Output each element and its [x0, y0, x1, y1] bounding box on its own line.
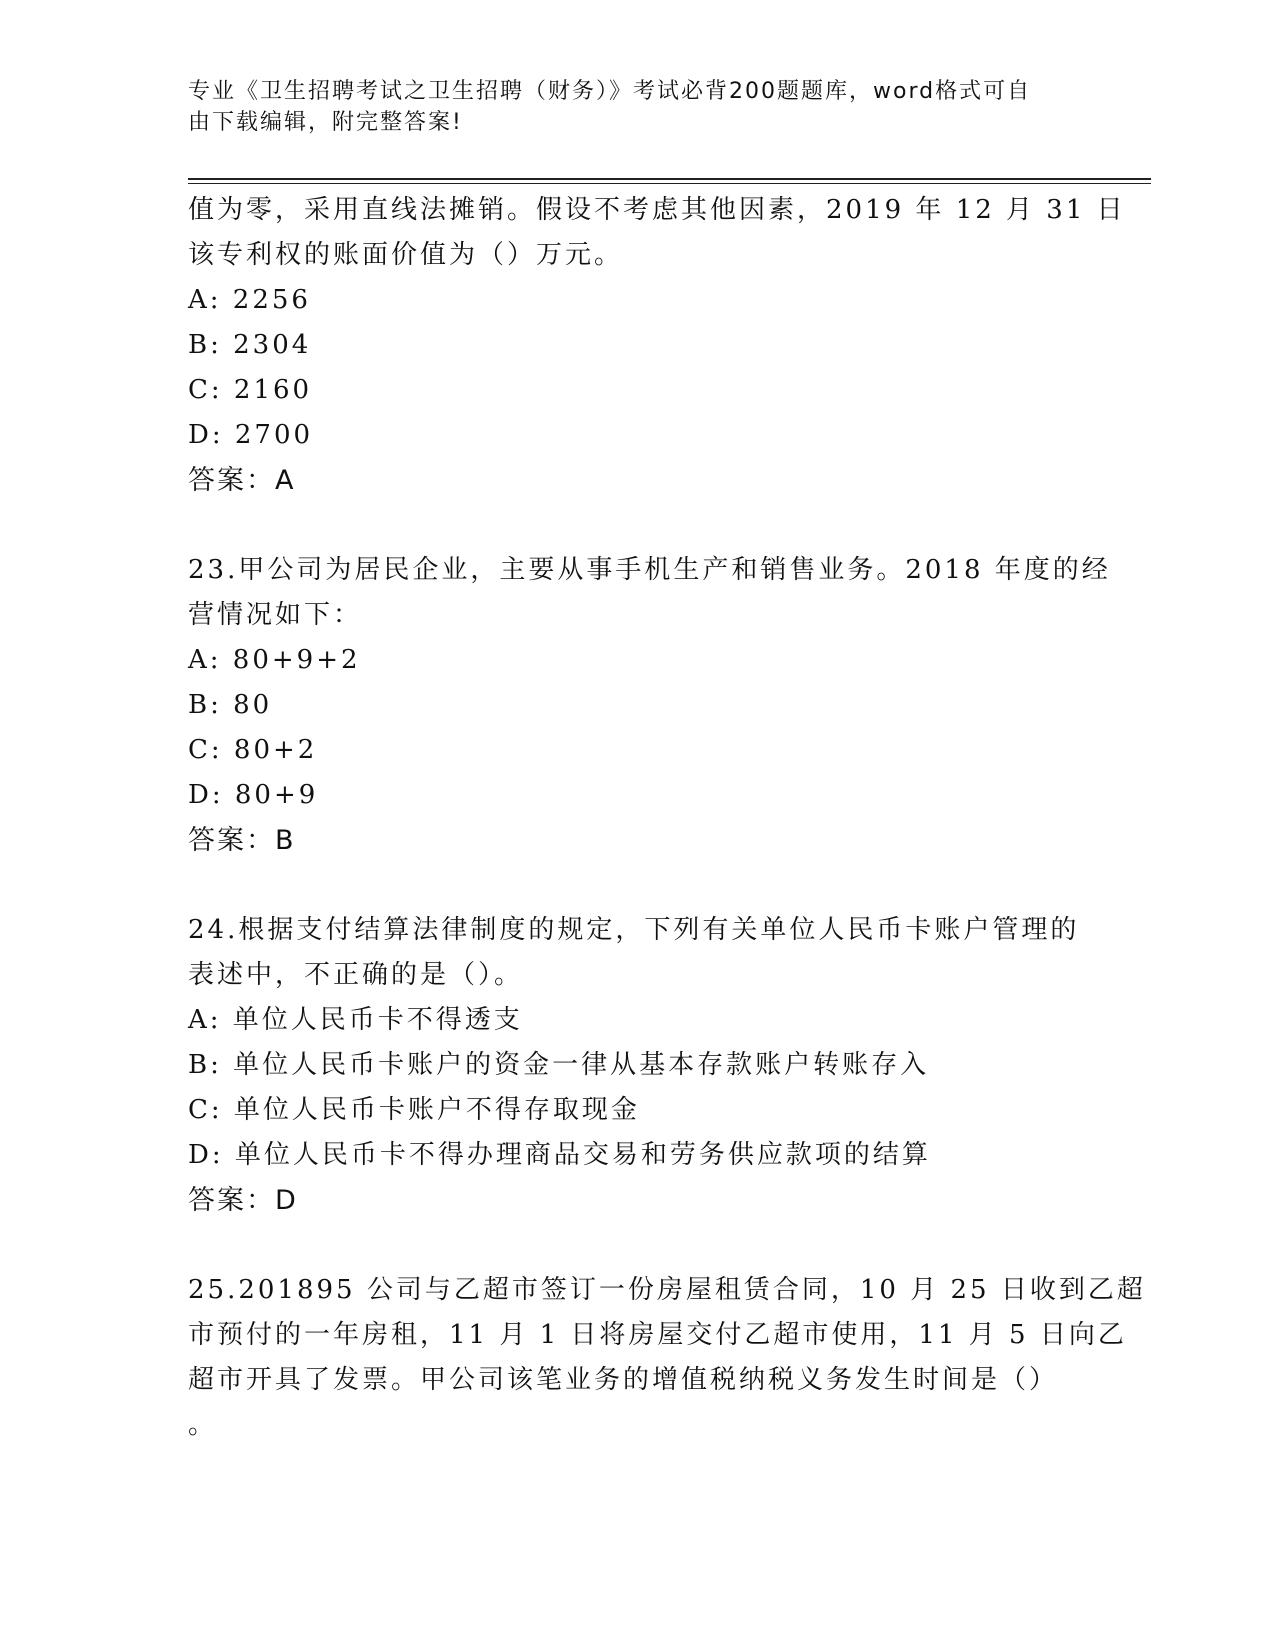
question-stem-line: 市预付的一年房租，11 月 1 日将房屋交付乙超市使用，11 月 5 日向乙 — [188, 1320, 1127, 1350]
question-23 — [188, 548, 1111, 863]
header-divider — [188, 178, 1151, 184]
question-stem-line: 超市开具了发票。甲公司该笔业务的增值税纳税义务发生时间是（） — [188, 1365, 1059, 1395]
question-stem-line: 25.201895 公司与乙超市签订一份房屋租赁合同，10 月 25 日收到乙超 — [188, 1275, 1146, 1305]
page-header — [188, 76, 1068, 138]
option-c: C: 80+2 — [188, 735, 318, 765]
option-c: C: 单位人民币卡账户不得存取现金 — [188, 1095, 640, 1125]
option-b: B: 单位人民币卡账户的资金一律从基本存款账户转账存入 — [188, 1050, 930, 1080]
option-d: D: 80+9 — [188, 780, 319, 810]
option-a: A: 单位人民币卡不得透支 — [188, 1005, 523, 1035]
question-stem-line: 23.甲公司为居民企业，主要从事手机生产和销售业务。2018 年度的经 — [188, 555, 1111, 585]
header-line-1: 专业《卫生招聘考试之卫生招聘（财务）》考试必背200题题库，word格式可自 — [188, 79, 1032, 104]
question-stem-line: 值为零，采用直线法摊销。假设不考虑其他因素，2019 年 12 月 31 日 — [188, 195, 1126, 225]
question-stem-line: 。 — [188, 1410, 218, 1440]
question-list — [188, 188, 1146, 1448]
answer-line: 答案：A — [188, 465, 296, 496]
question-stem-line: 24.根据支付结算法律制度的规定，下列有关单位人民币卡账户管理的 — [188, 915, 1080, 945]
option-d: D: 2700 — [188, 420, 314, 450]
option-a: A: 2256 — [188, 285, 311, 315]
header-line-2: 由下载编辑，附完整答案! — [188, 110, 463, 135]
question-25 — [188, 1268, 1146, 1448]
question-stem-line: 营情况如下： — [188, 600, 363, 630]
question-22 — [188, 188, 1126, 503]
option-d: D: 单位人民币卡不得办理商品交易和劳务供应款项的结算 — [188, 1140, 931, 1170]
question-stem-line: 表述中，不正确的是（）。 — [188, 960, 524, 990]
spacer — [188, 1223, 1088, 1268]
option-b: B: 80 — [188, 690, 273, 720]
question-stem-line: 该专利权的账面价值为（）万元。 — [188, 240, 624, 270]
spacer — [188, 503, 1088, 548]
spacer — [188, 863, 1088, 908]
option-a: A: 80+9+2 — [188, 645, 361, 675]
answer-line: 答案：D — [188, 1185, 298, 1216]
option-c: C: 2160 — [188, 375, 313, 405]
answer-line: 答案：B — [188, 825, 296, 856]
option-b: B: 2304 — [188, 330, 312, 360]
question-24 — [188, 908, 1088, 1223]
